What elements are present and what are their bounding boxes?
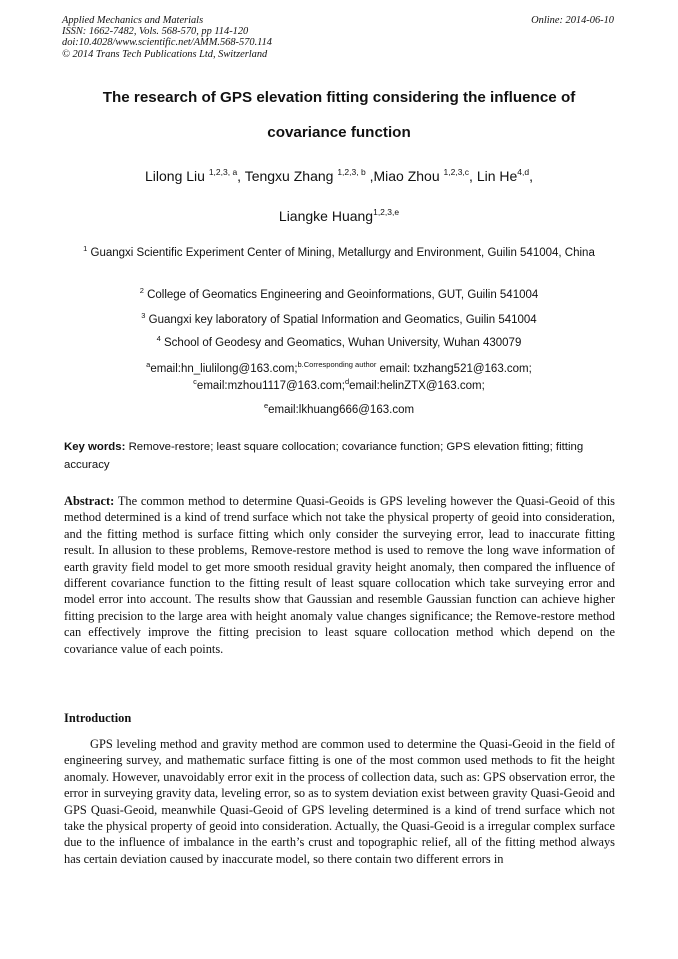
email-mark: a bbox=[146, 360, 151, 369]
keywords-text: Remove-restore; least square collocation; covariance function; GPS elevation fitting; fitting accuracy bbox=[64, 441, 584, 471]
email-address: email:hn_liulilong@163.com; bbox=[150, 363, 298, 375]
affiliation-4 bbox=[62, 335, 616, 352]
author-affiliation-mark: 4,d bbox=[517, 167, 530, 177]
affiliation-number: 4 bbox=[156, 334, 161, 343]
email-mark: b.Corresponding author bbox=[297, 360, 377, 369]
introduction-heading: Introduction bbox=[64, 711, 132, 725]
affiliation-number: 2 bbox=[139, 286, 144, 295]
author-affiliation-mark: 1,2,3,c bbox=[443, 167, 470, 177]
author-name: , Tengxu Zhang bbox=[237, 168, 338, 184]
abstract-text: The common method to determine Quasi-Geoids is GPS leveling however the Quasi-Geoid of this method determined is a kind of trend surface which not take the physical property of geoid into consideration, and the fitting method is surface fitting which only consider the surveying error, lead to inaccurate fitting result. In allusion to these problems, Remove-restore method is used to remove the long wave information of earth gravity field model to get more smooth residual gravity height anomaly, then compared the influence of different covariance function to the fitting result of least square collocation which take surveying error and model error into account. The results show that Gaussian and resemble Gaussian function can achieve higher fitting precision to the large area with height anomaly value changes significance; the Remove-restore method can effectively improve the fitting precision to least square collocation method which depend on the covariance value of each points. bbox=[64, 494, 615, 656]
author-affiliation-mark: 1,2,3, a bbox=[208, 167, 238, 177]
keywords bbox=[64, 439, 616, 474]
email-line-1 bbox=[62, 361, 616, 378]
online-date: Online: 2014-06-10 bbox=[531, 15, 614, 26]
paper-title-line-2: covariance function bbox=[267, 124, 411, 141]
email-mark: c bbox=[193, 377, 197, 386]
author-name: Liangke Huang bbox=[278, 208, 374, 224]
affiliation-text: Guangxi key laboratory of Spatial Information and Geomatics, Guilin 541004 bbox=[145, 314, 537, 326]
email-address: email: txzhang521@163.com; bbox=[376, 363, 532, 375]
paper-title-line-1: The research of GPS elevation fitting considering the influence of bbox=[102, 89, 576, 106]
author-list bbox=[40, 168, 638, 184]
email-mark: e bbox=[263, 401, 269, 410]
affiliation-text: Guangxi Scientific Experiment Center of Mining, Metallurgy and Environment, Guilin 541004, China bbox=[87, 247, 595, 259]
affiliation-2 bbox=[62, 287, 616, 304]
author-name: Lilong Liu bbox=[144, 168, 209, 184]
author-name: ,Miao Zhou bbox=[365, 168, 444, 184]
journal-name: Applied Mechanics and Materials bbox=[62, 15, 204, 26]
introduction-paragraph: GPS leveling method and gravity method are common used to determine the Quasi-Geoid in the field of engineering survey, and mathematic surface fitting is one of the most common used methods to fit the height anomaly. However, unavoidably error exit in the process of collection data, such as: GPS observation error, the error in surveying gravity data, leveling error, so as to system deviation exist between gravity Quasi-Geoid and GPS Quasi-Geoid, meanwhile Quasi-Geoid of GPS leveling determined is a kind of trend surface which not take the physical property of geoid into consideration. Actually, the Quasi-Geoid is a irregular complex surface due to the influence of imbalance in the earth’s crust and topographic relief, all of the fitting method always has certain deviation caused by inaccurate model, so there contain two different errors in bbox=[64, 737, 615, 866]
author-affiliation-mark: 1,2,3,e bbox=[373, 207, 400, 217]
abstract bbox=[64, 493, 615, 657]
author-name: , Lin He bbox=[469, 168, 518, 184]
email-address: email:mzhou1117@163.com; bbox=[196, 380, 345, 392]
author-separator: , bbox=[529, 168, 534, 184]
doi-line: doi:10.4028/www.scientific.net/AMM.568-570.114 bbox=[62, 37, 272, 49]
email-mark: d bbox=[344, 377, 350, 386]
author-affiliation-mark: 1,2,3, b bbox=[337, 167, 366, 177]
keywords-label: Key words: bbox=[64, 441, 126, 453]
journal-header bbox=[62, 15, 272, 60]
issn-line: ISSN: 1662-7482, Vols. 568-570, pp 114-120 bbox=[62, 26, 249, 38]
affiliation-1 bbox=[62, 245, 616, 262]
affiliation-text: School of Geodesy and Geomatics, Wuhan University, Wuhan 430079 bbox=[160, 337, 522, 349]
copyright-line: © 2014 Trans Tech Publications Ltd, Switzerland bbox=[62, 48, 268, 60]
email-line-3 bbox=[62, 402, 616, 419]
author-list-line-2 bbox=[40, 208, 638, 224]
email-address: email:lkhuang666@163.com bbox=[268, 404, 415, 416]
affiliation-number: 3 bbox=[141, 311, 146, 320]
email-address: email:helinZTX@163.com; bbox=[349, 380, 485, 392]
affiliation-text: College of Geomatics Engineering and Geoinformations, GUT, Guilin 541004 bbox=[143, 289, 539, 301]
email-line-2 bbox=[62, 378, 616, 395]
affiliation-3 bbox=[62, 312, 616, 329]
affiliation-number: 1 bbox=[83, 244, 88, 253]
abstract-label: Abstract: bbox=[64, 494, 115, 508]
